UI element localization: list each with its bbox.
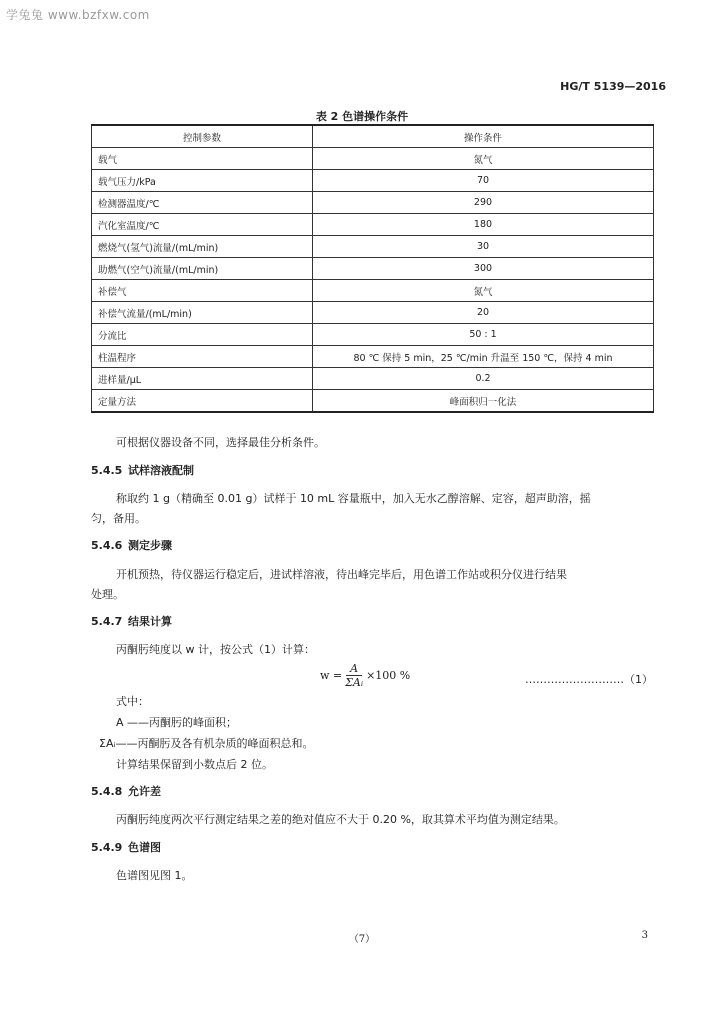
- condition-cell: 0.2: [313, 368, 654, 390]
- paragraph-line: 匀，备用。: [91, 512, 146, 525]
- table-row: [92, 346, 654, 368]
- table-note: 可根据仪器设备不同，选择最佳分析条件。: [116, 436, 325, 449]
- condition-cell: 20: [313, 302, 654, 324]
- param-cell: 助燃气(空气)流量/(mL/min): [92, 258, 313, 280]
- section-heading-5-4-6: [91, 537, 172, 553]
- section-heading-5-4-7: [91, 613, 172, 629]
- section-title: 允许差: [128, 785, 161, 798]
- param-cell: 定量方法: [92, 390, 313, 413]
- table-row: [92, 214, 654, 236]
- condition-cell: 290: [313, 192, 654, 214]
- table-row: [92, 148, 654, 170]
- formula-numerator: A: [346, 662, 362, 676]
- section-heading-5-4-8: [91, 783, 161, 799]
- param-cell: 载气压力/kPa: [92, 170, 313, 192]
- condition-cell: 30: [313, 236, 654, 258]
- paragraph-line: 丙酮肟纯度两次平行测定结果之差的绝对值应不大于 0.20 %，取其算术平均值为测定结果。: [116, 813, 565, 826]
- table-title: 表 2 色谱操作条件: [315, 110, 409, 123]
- definition-line: ΣAᵢ——丙酮肟及各有机杂质的峰面积总和。: [99, 737, 314, 750]
- paragraph-line: 开机预热，待仪器运行稳定后，进试样溶液，待出峰完毕后，用色谱工作站或积分仪进行结果: [116, 568, 567, 581]
- condition-cell: 80 ℃ 保持 5 min，25 ℃/min 升温至 150 ℃，保持 4 min: [313, 346, 654, 368]
- condition-cell: 70: [313, 170, 654, 192]
- condition-cell: 300: [313, 258, 654, 280]
- section-number: 5.4.9: [91, 841, 123, 854]
- header-condition: 操作条件: [313, 125, 654, 148]
- param-cell: 燃烧气(氢气)流量/(mL/min): [92, 236, 313, 258]
- table-row: [92, 302, 654, 324]
- param-cell: 补偿气: [92, 280, 313, 302]
- param-cell: 检测器温度/℃: [92, 192, 313, 214]
- watermark-text: 学兔兔 www.bzfxw.com: [6, 8, 150, 22]
- paragraph-line: 计算结果保留到小数点后 2 位。: [116, 758, 273, 771]
- table-row: [92, 390, 654, 413]
- where-label: 式中：: [116, 695, 149, 708]
- section-number: 5.4.5: [91, 464, 123, 477]
- section-heading-5-4-5: [91, 462, 194, 478]
- condition-cell: 50 : 1: [313, 324, 654, 346]
- param-cell: 补偿气流量/(mL/min): [92, 302, 313, 324]
- table-row: [92, 280, 654, 302]
- formula-rhs: ×100 %: [366, 669, 411, 682]
- section-title: 色谱图: [128, 841, 161, 854]
- definition-line: A ——丙酮肟的峰面积；: [116, 716, 238, 729]
- formula-lhs: w =: [320, 669, 343, 682]
- section-title: 试样溶液配制: [128, 464, 194, 477]
- section-title: 测定步骤: [128, 539, 172, 552]
- formula-1: [320, 662, 410, 689]
- condition-cell: 氮气: [313, 148, 654, 170]
- param-cell: 柱温程序: [92, 346, 313, 368]
- operating-conditions-table: [91, 124, 654, 413]
- section-number: 5.4.6: [91, 539, 123, 552]
- paragraph-line: 处理。: [91, 588, 124, 601]
- equation-number: ………………………（1）: [525, 673, 653, 686]
- header-param: 控制参数: [92, 125, 313, 148]
- footer-center-mark: （7）: [348, 934, 376, 945]
- param-cell: 进样量/μL: [92, 368, 313, 390]
- paragraph-line: 称取约 1 g（精确至 0.01 g）试样于 10 mL 容量瓶中，加入无水乙醇溶解、定容，超声助溶，摇: [116, 492, 591, 505]
- section-number: 5.4.8: [91, 785, 123, 798]
- section-number: 5.4.7: [91, 615, 123, 628]
- paragraph-line: 色谱图见图 1。: [116, 869, 193, 882]
- table-row: [92, 236, 654, 258]
- formula-denominator: ΣAᵢ: [345, 676, 364, 689]
- param-cell: 分流比: [92, 324, 313, 346]
- table-row: [92, 258, 654, 280]
- condition-cell: 180: [313, 214, 654, 236]
- formula-fraction: [345, 662, 363, 689]
- param-cell: 汽化室温度/℃: [92, 214, 313, 236]
- table-header-row: [92, 125, 654, 148]
- condition-cell: 峰面积归一化法: [313, 390, 654, 413]
- standard-code: HG/T 5139—2016: [560, 80, 666, 93]
- paragraph-line: 丙酮肟纯度以 w 计，按公式（1）计算：: [116, 643, 315, 656]
- section-heading-5-4-9: [91, 839, 161, 855]
- page-number: 3: [641, 930, 648, 941]
- condition-cell: 氮气: [313, 280, 654, 302]
- table-row: [92, 368, 654, 390]
- section-title: 结果计算: [128, 615, 172, 628]
- param-cell: 载气: [92, 148, 313, 170]
- table-row: [92, 324, 654, 346]
- table-row: [92, 192, 654, 214]
- table-row: [92, 170, 654, 192]
